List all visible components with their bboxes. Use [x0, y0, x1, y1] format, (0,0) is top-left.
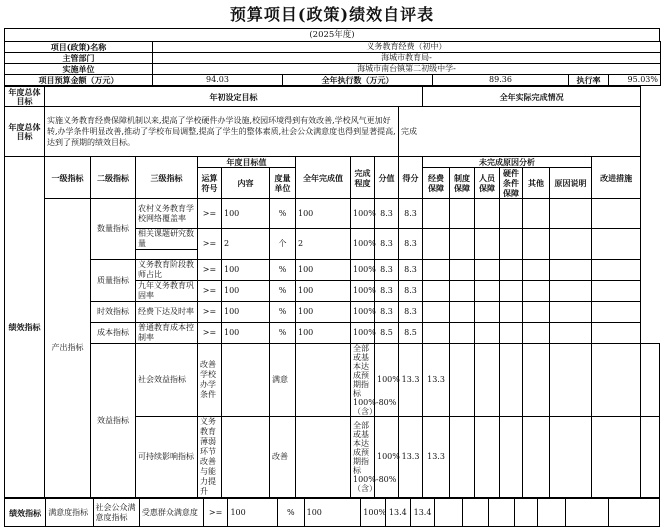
improve-cell: [592, 281, 641, 302]
score-value: 8.3: [375, 281, 399, 302]
col-level3: 三级指标: [136, 157, 198, 199]
score: 8.3: [399, 302, 423, 323]
reason-cell: [566, 499, 609, 527]
reason-cell: [550, 302, 592, 323]
level3-indicator: 改善学校办学条件: [198, 344, 222, 417]
reason-cell: [450, 323, 475, 344]
reason-cell: [523, 323, 550, 344]
reason-cell: [475, 323, 500, 344]
target-unit: 个: [270, 229, 296, 260]
cost-indicator-label: 成本指标: [91, 323, 136, 344]
target-content: 改善: [270, 417, 296, 498]
sustainable-impact-label: 可持续影响指标: [136, 417, 198, 498]
target-content: 100: [222, 281, 270, 302]
reason-cell: [475, 199, 500, 229]
target-content: 100: [222, 199, 270, 229]
rate-label: 执行率: [569, 75, 609, 86]
improve-cell: [592, 229, 641, 260]
reason-cell: [463, 499, 489, 527]
target-operator: >=: [198, 323, 222, 344]
reason-cell: [488, 499, 514, 527]
goal-text: 实施义务教育经费保障机制以来,提高了学校硬件办学设施,校园环境得到有效改善,学校风气更加好转,办学条件明显改善,推动了学校布局调整,提高了学生的整体素质,社会公众满意度也得到显著提高,达到了预期的绩效目标。: [45, 107, 399, 157]
improve-cell: [592, 199, 641, 229]
reason-cell: [514, 499, 538, 527]
reason-cell: [500, 281, 523, 302]
project-name-value: 义务教育经费（初中）: [153, 42, 661, 53]
improve-cell: [641, 417, 660, 498]
reason-cell: [450, 417, 475, 498]
completion-degree: 100%: [361, 499, 386, 527]
target-content: 100: [222, 260, 270, 281]
col-level1: 一级指标: [45, 157, 91, 199]
rate-value: 95.03%: [609, 75, 661, 86]
reason-cell: [423, 302, 450, 323]
score: 8.3: [399, 281, 423, 302]
satisfaction-table: [4, 498, 660, 527]
col-score: 得分: [399, 157, 423, 199]
reason-cell: [450, 281, 475, 302]
score: 13.3: [423, 344, 450, 417]
target-unit: %: [270, 323, 296, 344]
score: 8.3: [399, 229, 423, 260]
col-reason-system: 制度保障: [450, 168, 475, 199]
reason-cell: [475, 417, 500, 498]
target-operator: >=: [198, 199, 222, 229]
score-value: 13.3: [399, 344, 423, 417]
target-content: 100: [222, 302, 270, 323]
score: 13.4: [410, 499, 435, 527]
satisfaction-indicator-label: 满意度指标: [46, 499, 93, 527]
level3-indicator: 普通教育成本控制率: [136, 323, 198, 344]
actual-value: 全部或基本达成预期指标100%-80%（含）: [351, 344, 375, 417]
reason-cell: [450, 260, 475, 281]
target-content: 满意: [270, 344, 296, 417]
score-value: 8.3: [375, 302, 399, 323]
reason-cell: [550, 260, 592, 281]
target-unit: %: [277, 499, 304, 527]
reason-cell: [550, 199, 592, 229]
reason-cell: [423, 323, 450, 344]
improve-cell: [592, 260, 641, 281]
completion-degree: 100%: [375, 344, 399, 417]
actual-value: 100: [296, 199, 351, 229]
project-info-table: [4, 41, 661, 86]
reason-cell: [523, 199, 550, 229]
reason-cell: [423, 229, 450, 260]
improve-cell: [592, 302, 641, 323]
col-actual: 全年完成值: [296, 157, 351, 199]
satisfaction-section-label: 绩效指标: [5, 499, 46, 527]
score-value: 8.3: [375, 199, 399, 229]
reason-cell: [475, 281, 500, 302]
goal-row-label: 年度总体目标: [5, 107, 45, 157]
col-reason-hardware: 硬件条件保障: [500, 168, 523, 199]
dept-value: 海城市教育局-: [153, 53, 661, 64]
improve-cell: [592, 323, 641, 344]
reason-cell: [538, 499, 566, 527]
completion-degree: 100%: [351, 323, 375, 344]
indicator-table: [4, 86, 660, 498]
target-unit: %: [270, 281, 296, 302]
score: 8.3: [399, 199, 423, 229]
reason-cell: [523, 281, 550, 302]
actual-value: 100: [296, 302, 351, 323]
target-operator: >=: [198, 260, 222, 281]
reason-cell: [523, 344, 550, 417]
level3-indicator: 义务教育阶段教师占比: [136, 260, 198, 281]
score: 8.3: [399, 260, 423, 281]
unit-label: 实施单位: [5, 64, 153, 75]
time-indicator-label: 时效指标: [91, 302, 136, 323]
actual-value: 100: [304, 499, 361, 527]
completion-degree: 100%: [351, 260, 375, 281]
reason-cell: [423, 260, 450, 281]
target-operator: >=: [198, 229, 222, 260]
reason-cell: [423, 199, 450, 229]
level3-indicator-spacer: [136, 250, 198, 260]
improve-cell: [609, 499, 660, 527]
target-content: 100: [228, 499, 277, 527]
completion-degree: 100%: [351, 199, 375, 229]
reason-cell: [475, 229, 500, 260]
target-unit: %: [270, 260, 296, 281]
reason-cell: [550, 323, 592, 344]
reason-cell: [523, 302, 550, 323]
col-level2: 二级指标: [91, 157, 136, 199]
dept-label: 主管部门: [5, 53, 153, 64]
score-value: 8.3: [375, 260, 399, 281]
improve-cell: [641, 344, 660, 417]
completion-degree: 100%: [375, 417, 399, 498]
col-reason-other: 其他: [523, 168, 550, 199]
executed-label: 全年执行数（万元）: [283, 75, 433, 86]
level3-indicator: 相关课题研究数量: [136, 229, 198, 250]
score-value: 13.3: [399, 417, 423, 498]
evaluation-form: [4, 2, 660, 527]
reason-cell: [550, 281, 592, 302]
score-value: 13.4: [385, 499, 410, 527]
col-content: 内容: [222, 168, 270, 199]
overall-goal-label: 年度总体目标: [5, 87, 45, 107]
target-operator: >=: [198, 302, 222, 323]
target-unit: [296, 417, 351, 498]
score-value: 8.3: [375, 229, 399, 260]
col-improve: 改进措施: [592, 157, 641, 199]
reason-cell: [423, 281, 450, 302]
project-name-label: 项目(政策)名称: [5, 42, 153, 53]
actual-value: 2: [296, 229, 351, 260]
reason-cell: [523, 260, 550, 281]
score-value: 8.5: [375, 323, 399, 344]
reason-cell: [500, 323, 523, 344]
col-reason-funding: 经费保障: [423, 168, 450, 199]
reason-cell: [500, 417, 523, 498]
reason-cell: [550, 344, 592, 417]
actual-value: 100: [296, 260, 351, 281]
reason-cell: [500, 260, 523, 281]
level3-indicator: 经费下达及时率: [136, 302, 198, 323]
reason-cell: [450, 229, 475, 260]
completion-degree: 100%: [351, 281, 375, 302]
reason-cell: [475, 260, 500, 281]
level3-indicator: 农村义务教育学校网络覆盖率: [136, 199, 198, 229]
target-content: 2: [222, 229, 270, 260]
unit-value: 海城市南台镇第二初级中学-: [153, 64, 661, 75]
initial-goal-header: 年初设定目标: [45, 87, 423, 107]
actual-text: 完成: [399, 107, 641, 157]
actual-completion-header: 全年实际完成情况: [423, 87, 641, 107]
reason-cell: [550, 229, 592, 260]
reason-cell: [435, 499, 463, 527]
col-degree: 完成程度: [351, 157, 375, 199]
reason-cell: [500, 344, 523, 417]
social-benefit-label: 社会效益指标: [136, 344, 198, 417]
performance-section-label: 绩效指标: [5, 157, 45, 498]
level3-indicator: 九年义务教育巩固率: [136, 281, 198, 302]
col-reason-staff: 人员保障: [475, 168, 500, 199]
score: 13.3: [423, 417, 450, 498]
benefit-indicator-label: 效益指标: [91, 344, 136, 498]
reason-cell: [500, 229, 523, 260]
target-unit: %: [270, 199, 296, 229]
page-title: 预算项目(政策)绩效自评表: [229, 5, 435, 24]
reason-cell: [450, 302, 475, 323]
reason-cell: [523, 229, 550, 260]
public-satisfaction-label: 社会公众满意度指标: [93, 499, 139, 527]
budget-label: 项目预算金额（万元）: [5, 75, 153, 86]
reason-cell: [475, 302, 500, 323]
col-op: 运算符号: [198, 168, 222, 199]
quality-indicator-label: 质量指标: [91, 260, 136, 302]
reason-cell: [450, 199, 475, 229]
year-label: (2025年度): [4, 28, 660, 41]
col-unit: 度量单位: [270, 168, 296, 199]
col-reason-group: 未完成原因分析: [423, 157, 592, 168]
target-operator: [222, 344, 270, 417]
target-operator: >=: [203, 499, 228, 527]
output-indicator-label: 产出指标: [45, 199, 91, 498]
executed-value: 89.36: [433, 75, 569, 86]
target-content: 100: [222, 323, 270, 344]
actual-value: 100: [296, 281, 351, 302]
level3-indicator: 义务教育薄弱环节改善与能力提升: [198, 417, 222, 498]
score: 8.5: [399, 323, 423, 344]
reason-cell: [450, 344, 475, 417]
actual-value: 全部或基本达成预期指标100%-80%（含）: [351, 417, 375, 498]
reason-cell: [592, 344, 641, 417]
reason-cell: [500, 199, 523, 229]
col-target-group: 年度目标值: [198, 157, 296, 168]
reason-cell: [523, 417, 550, 498]
reason-cell: [475, 344, 500, 417]
target-operator: [222, 417, 270, 498]
reason-cell: [550, 417, 592, 498]
budget-value: 94.03: [153, 75, 283, 86]
reason-cell: [592, 417, 641, 498]
col-reason-note: 原因说明: [550, 168, 592, 199]
quantity-indicator-label: 数量指标: [91, 199, 136, 260]
col-score-value: 分值: [375, 157, 399, 199]
level3-indicator: 受惠群众满意度: [139, 499, 203, 527]
target-unit: %: [270, 302, 296, 323]
completion-degree: 100%: [351, 229, 375, 260]
target-operator: >=: [198, 281, 222, 302]
target-unit: [296, 344, 351, 417]
reason-cell: [500, 302, 523, 323]
completion-degree: 100%: [351, 302, 375, 323]
actual-value: 100: [296, 323, 351, 344]
